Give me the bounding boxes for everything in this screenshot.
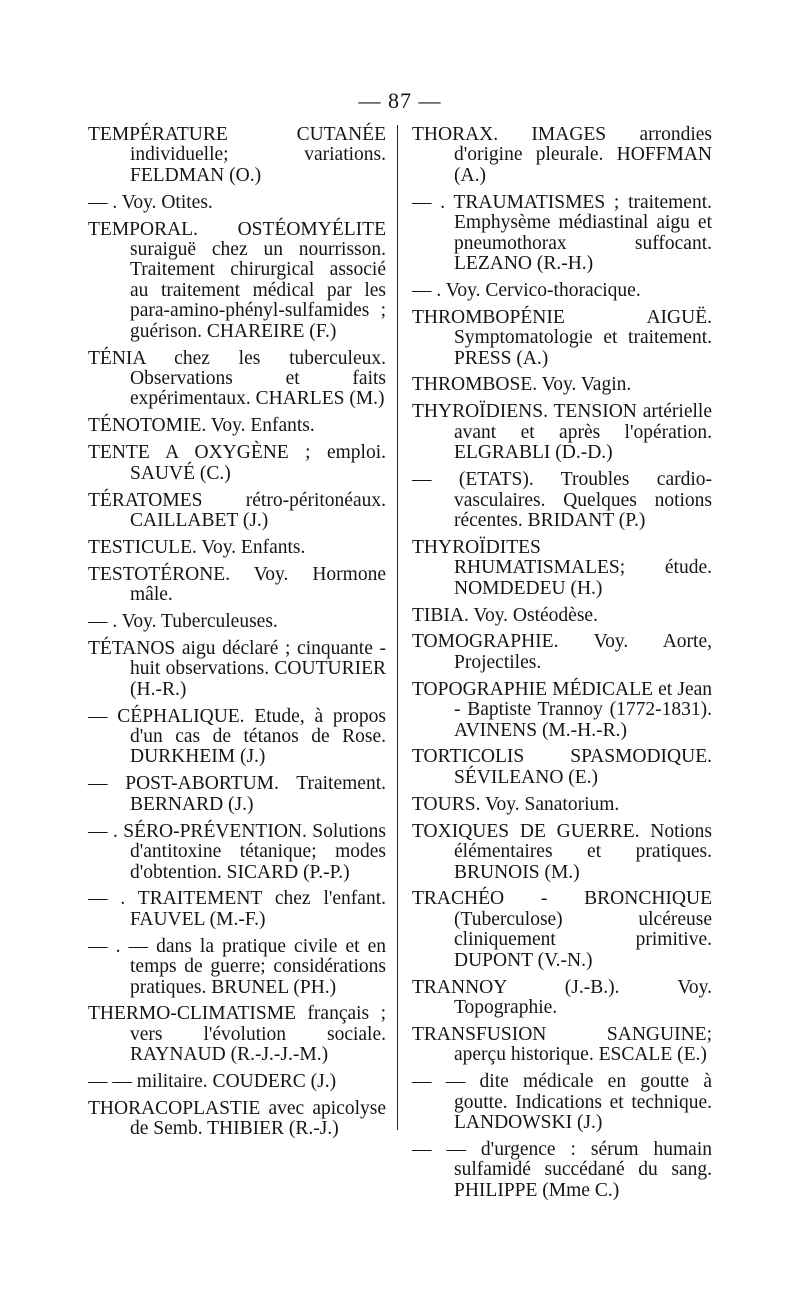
index-entry: TÉTANOS aigu déclaré ; cinquante - huit observations. COUTURIER (H.-R.) <box>88 637 386 700</box>
index-entry: — — d'urgence : sérum humain sulfamidé succédané du sang. PHILIPPE (Mme C.) <box>412 1138 712 1201</box>
index-entry: — . TRAITEMENT chez l'enfant. FAUVEL (M.-F.) <box>88 888 386 930</box>
index-entry: THORAX. IMAGES arrondies d'origine pleurale. HOFFMAN (A.) <box>412 124 712 186</box>
index-entry: TOURS. Voy. Sanatorium. <box>412 793 620 815</box>
index-entry: — . SÉRO-PRÉVENTION. Solutions d'antitoxine tétanique; modes d'obtention. SICARD (P.-P.) <box>88 820 386 883</box>
index-entry: TÉNIA chez les tuberculeux. Observations et faits expérimentaux. CHARLES (M.) <box>88 347 386 410</box>
index-entry: THYROÏDITES RHUMATISMALES; étude. NOMDEDEU (H.) <box>412 536 712 599</box>
index-entry: TOMOGRAPHIE. Voy. Aorte, Projectiles. <box>412 631 712 673</box>
index-entry: TÉNOTOMIE. Voy. Enfants. <box>88 415 315 437</box>
index-entry: TRACHÉO - BRONCHIQUE (Tuberculose) ulcéreuse cliniquement primitive. DUPONT (V.-N.) <box>412 888 712 971</box>
index-entry: TRANNOY (J.-B.). Voy. Topographie. <box>412 976 712 1018</box>
right-column <box>412 125 712 1208</box>
index-entry: TEMPÉRATURE CUTANÉE individuelle; variations. FELDMAN (O.) <box>88 124 386 186</box>
index-entry: TESTOTÉRONE. Voy. Hormone mâle. <box>88 563 386 606</box>
index-entry: — — militaire. COUDERC (J.) <box>88 1071 337 1093</box>
index-entry: — — dite médicale en goutte à goutte. Indications et technique. LANDOWSKI (J.) <box>412 1071 712 1133</box>
index-entry: — (ETATS). Troubles cardio-vasculaires. Quelques notions récentes. BRIDANT (P.) <box>412 469 712 531</box>
index-entry: TESTICULE. Voy. Enfants. <box>88 536 306 558</box>
index-entry: TRANSFUSION SANGUINE; aperçu historique. ESCALE (E.) <box>412 1023 712 1066</box>
index-entry: — . Voy. Otites. <box>88 191 213 213</box>
index-entry: THERMO-CLIMATISME français ; vers l'évolution sociale. RAYNAUD (R.-J.-J.-M.) <box>88 1003 386 1066</box>
index-entry: THORACOPLASTIE avec apicolyse de Semb. THIBIER (R.-J.) <box>88 1098 386 1140</box>
left-column <box>88 125 386 1146</box>
index-entry: — . TRAUMATISMES ; traitement. Emphysème médiastinal aigu et pneumothorax suffocant. LEZANO (R.-H.) <box>412 191 712 274</box>
index-entry: TOPOGRAPHIE MÉDICALE et Jean - Baptiste Trannoy (1772-1831). AVINENS (M.-H.-R.) <box>412 678 712 741</box>
index-entry: — . Voy. Tuberculeuses. <box>88 611 278 633</box>
column-divider <box>397 125 398 1130</box>
index-entry: TÉRATOMES rétro-péritonéaux. CAILLABET (J.) <box>88 489 386 531</box>
index-entry: TIBIA. Voy. Ostéodèse. <box>412 604 598 626</box>
index-entry: — POST-ABORTUM. Traitement. BERNARD (J.) <box>88 773 386 815</box>
index-entry: THROMBOSE. Voy. Vagin. <box>412 374 632 396</box>
index-entry: THROMBOPÉNIE AIGUË. Symptomatologie et traitement. PRESS (A.) <box>412 306 712 369</box>
index-entry: — CÉPHALIQUE. Etude, à propos d'un cas de tétanos de Rose. DURKHEIM (J.) <box>88 705 386 768</box>
index-entry: TOXIQUES DE GUERRE. Notions élémentaires et pratiques. BRUNOIS (M.) <box>412 820 712 883</box>
index-entry: TEMPORAL. OSTÉOMYÉLITE suraiguë chez un nourrisson. Traitement chirurgical associé au traitement médical par les para-amino-phényl-sulfamides ; guérison. CHAREIRE (F.) <box>88 218 386 342</box>
index-entry: THYROÏDIENS. TENSION artérielle avant et après l'opération. ELGRABLI (D.-D.) <box>412 401 712 464</box>
index-entry: TORTICOLIS SPASMODIQUE. SÉVILEANO (E.) <box>412 746 712 788</box>
page-number: — 87 — <box>358 88 442 113</box>
index-entry: — . Voy. Cervico-thoracique. <box>412 279 641 301</box>
index-entry: TENTE A OXYGÈNE ; emploi. SAUVÉ (C.) <box>88 442 386 484</box>
index-entry: — . — dans la pratique civile et en temps de guerre; considérations pratiques. BRUNEL (PH.) <box>88 935 386 998</box>
